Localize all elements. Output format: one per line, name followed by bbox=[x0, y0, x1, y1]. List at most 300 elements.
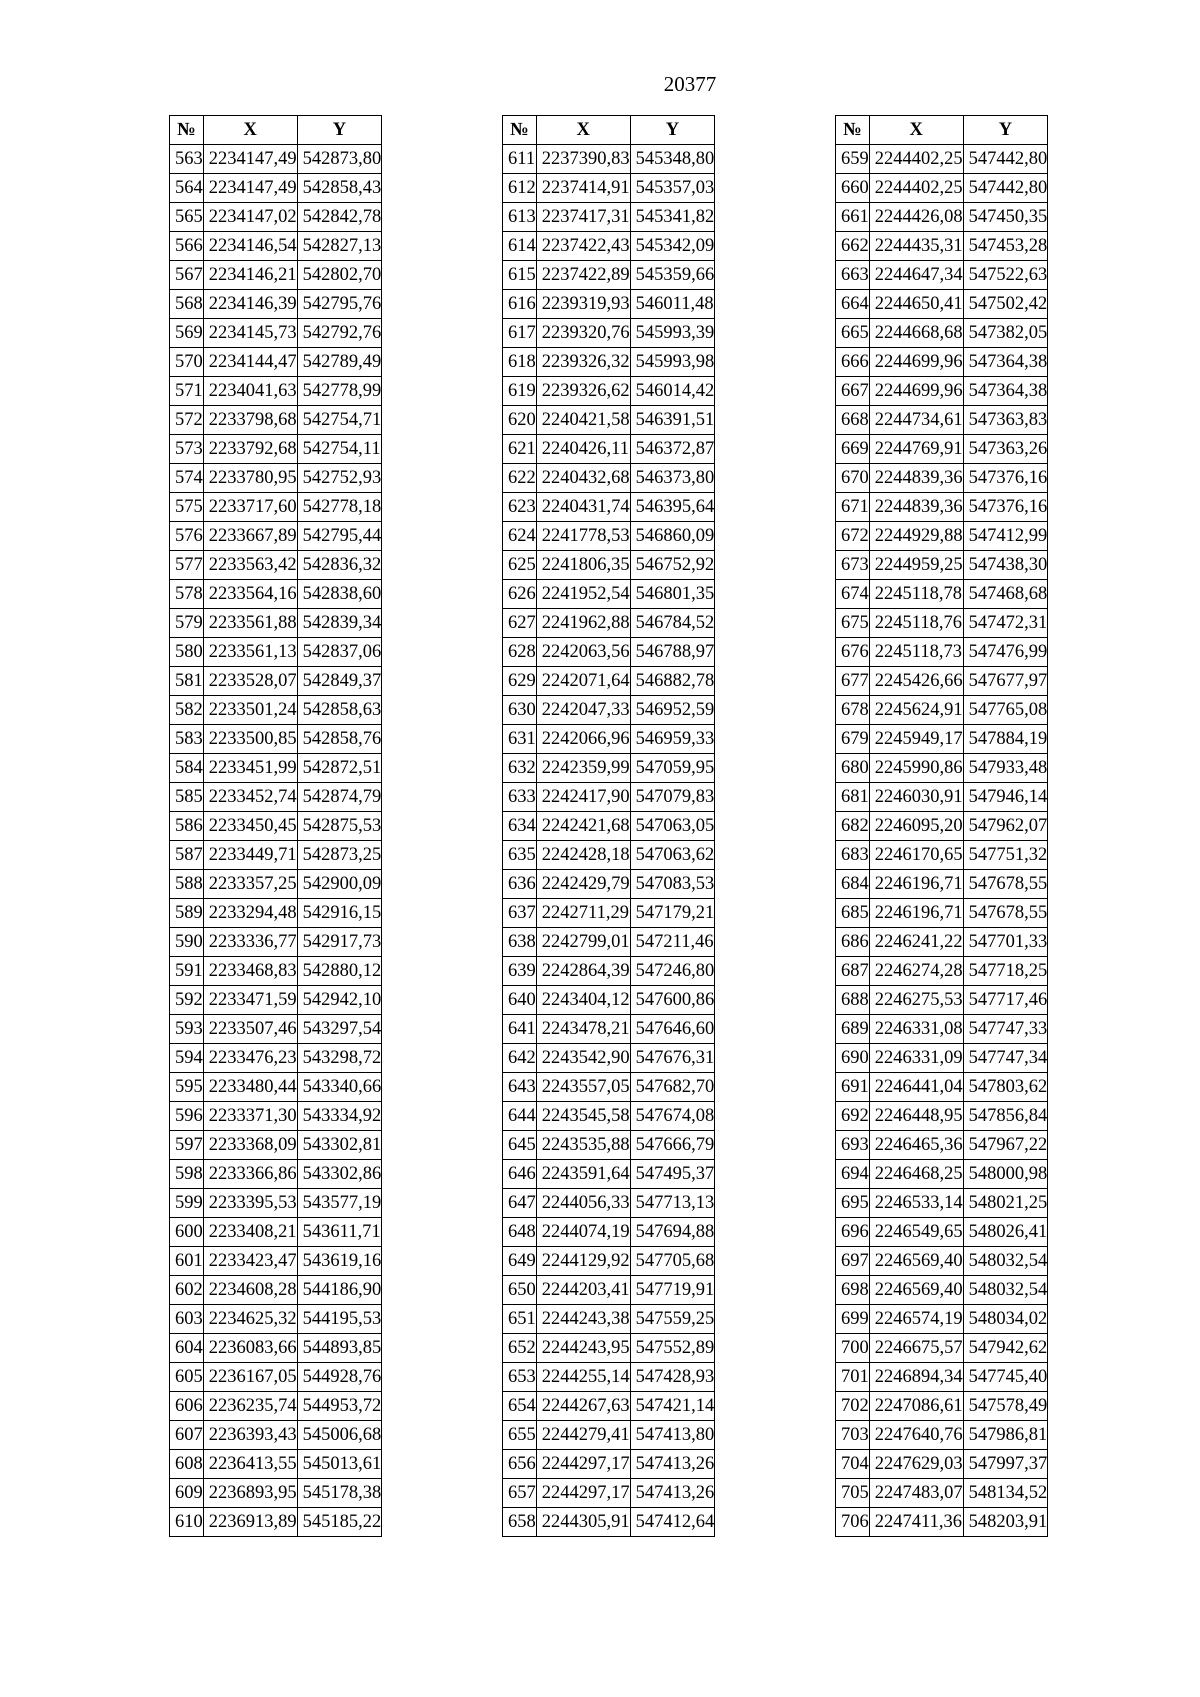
x-coordinate-cell: 2246095,20 bbox=[869, 812, 963, 841]
point-number-cell: 664 bbox=[836, 290, 870, 319]
y-coordinate-cell: 542873,80 bbox=[297, 145, 382, 174]
table-row bbox=[503, 638, 715, 667]
x-coordinate-cell: 2237417,31 bbox=[536, 203, 630, 232]
y-coordinate-cell: 547678,55 bbox=[963, 870, 1048, 899]
x-coordinate-cell: 2246274,28 bbox=[869, 957, 963, 986]
y-coordinate-cell: 547747,33 bbox=[963, 1015, 1048, 1044]
point-number-cell: 705 bbox=[836, 1479, 870, 1508]
point-number-cell: 657 bbox=[503, 1479, 537, 1508]
table-row bbox=[503, 261, 715, 290]
point-number-cell: 605 bbox=[170, 1363, 204, 1392]
x-coordinate-cell: 2244699,96 bbox=[869, 377, 963, 406]
x-coordinate-cell: 2244243,38 bbox=[536, 1305, 630, 1334]
point-number-cell: 695 bbox=[836, 1189, 870, 1218]
point-number-cell: 696 bbox=[836, 1218, 870, 1247]
x-coordinate-cell: 2233564,16 bbox=[203, 580, 297, 609]
point-number-cell: 688 bbox=[836, 986, 870, 1015]
y-coordinate-cell: 542873,25 bbox=[297, 841, 382, 870]
y-coordinate-cell: 542874,79 bbox=[297, 783, 382, 812]
point-number-cell: 624 bbox=[503, 522, 537, 551]
table-row bbox=[503, 1247, 715, 1276]
table-row bbox=[170, 1508, 382, 1537]
point-number-cell: 564 bbox=[170, 174, 204, 203]
y-coordinate-cell: 545185,22 bbox=[297, 1508, 382, 1537]
y-coordinate-cell: 546372,87 bbox=[630, 435, 715, 464]
x-coordinate-cell: 2244279,41 bbox=[536, 1421, 630, 1450]
x-coordinate-cell: 2241952,54 bbox=[536, 580, 630, 609]
x-coordinate-cell: 2242799,01 bbox=[536, 928, 630, 957]
x-coordinate-cell: 2241962,88 bbox=[536, 609, 630, 638]
x-coordinate-cell: 2244929,88 bbox=[869, 522, 963, 551]
y-coordinate-cell: 548203,91 bbox=[963, 1508, 1048, 1537]
table-row bbox=[503, 1450, 715, 1479]
y-coordinate-cell: 547705,68 bbox=[630, 1247, 715, 1276]
table-row bbox=[503, 435, 715, 464]
table-row bbox=[170, 1015, 382, 1044]
point-number-cell: 586 bbox=[170, 812, 204, 841]
x-coordinate-cell: 2244699,96 bbox=[869, 348, 963, 377]
x-coordinate-cell: 2236893,95 bbox=[203, 1479, 297, 1508]
y-coordinate-cell: 544928,76 bbox=[297, 1363, 382, 1392]
table-row bbox=[170, 1102, 382, 1131]
x-coordinate-cell: 2247640,76 bbox=[869, 1421, 963, 1450]
y-coordinate-cell: 545993,98 bbox=[630, 348, 715, 377]
x-coordinate-cell: 2233336,77 bbox=[203, 928, 297, 957]
table-row bbox=[170, 1450, 382, 1479]
table-row bbox=[836, 1450, 1048, 1479]
point-number-cell: 591 bbox=[170, 957, 204, 986]
point-number-cell: 693 bbox=[836, 1131, 870, 1160]
x-coordinate-cell: 2233451,99 bbox=[203, 754, 297, 783]
table-row bbox=[836, 986, 1048, 1015]
table-row bbox=[836, 754, 1048, 783]
y-coordinate-cell: 547472,31 bbox=[963, 609, 1048, 638]
table-row bbox=[170, 174, 382, 203]
x-coordinate-cell: 2237422,89 bbox=[536, 261, 630, 290]
x-coordinate-cell: 2246569,40 bbox=[869, 1276, 963, 1305]
point-number-cell: 675 bbox=[836, 609, 870, 638]
y-coordinate-cell: 544953,72 bbox=[297, 1392, 382, 1421]
table-row bbox=[170, 1160, 382, 1189]
table-row bbox=[503, 609, 715, 638]
x-coordinate-cell: 2246275,53 bbox=[869, 986, 963, 1015]
x-coordinate-cell: 2247411,36 bbox=[869, 1508, 963, 1537]
table-row bbox=[170, 319, 382, 348]
x-coordinate-cell: 2244129,92 bbox=[536, 1247, 630, 1276]
y-coordinate-cell: 547442,80 bbox=[963, 145, 1048, 174]
x-coordinate-cell: 2247629,03 bbox=[869, 1450, 963, 1479]
point-number-cell: 677 bbox=[836, 667, 870, 696]
y-coordinate-cell: 542858,63 bbox=[297, 696, 382, 725]
x-coordinate-cell: 2240426,11 bbox=[536, 435, 630, 464]
point-number-cell: 691 bbox=[836, 1073, 870, 1102]
table-row bbox=[503, 1015, 715, 1044]
y-coordinate-cell: 546788,97 bbox=[630, 638, 715, 667]
point-number-cell: 679 bbox=[836, 725, 870, 754]
point-number-cell: 655 bbox=[503, 1421, 537, 1450]
point-number-cell: 627 bbox=[503, 609, 537, 638]
point-number-cell: 653 bbox=[503, 1363, 537, 1392]
y-coordinate-cell: 542792,76 bbox=[297, 319, 382, 348]
x-coordinate-cell: 2233798,68 bbox=[203, 406, 297, 435]
x-coordinate-cell: 2244056,33 bbox=[536, 1189, 630, 1218]
x-coordinate-cell: 2241778,53 bbox=[536, 522, 630, 551]
table-row bbox=[170, 406, 382, 435]
table-row bbox=[836, 493, 1048, 522]
point-number-cell: 607 bbox=[170, 1421, 204, 1450]
point-number-cell: 704 bbox=[836, 1450, 870, 1479]
x-coordinate-cell: 2233423,47 bbox=[203, 1247, 297, 1276]
x-coordinate-cell: 2242071,64 bbox=[536, 667, 630, 696]
y-coordinate-cell: 548000,98 bbox=[963, 1160, 1048, 1189]
table-row bbox=[170, 928, 382, 957]
table-row bbox=[170, 1189, 382, 1218]
point-number-cell: 646 bbox=[503, 1160, 537, 1189]
table-row bbox=[836, 348, 1048, 377]
point-number-cell: 622 bbox=[503, 464, 537, 493]
table-row bbox=[836, 1073, 1048, 1102]
x-coordinate-cell: 2245118,78 bbox=[869, 580, 963, 609]
table-row bbox=[836, 667, 1048, 696]
x-coordinate-cell: 2244074,19 bbox=[536, 1218, 630, 1247]
table-row bbox=[836, 812, 1048, 841]
table-row bbox=[503, 1218, 715, 1247]
table-row bbox=[836, 464, 1048, 493]
point-number-cell: 597 bbox=[170, 1131, 204, 1160]
table-row bbox=[503, 1044, 715, 1073]
y-coordinate-cell: 543340,66 bbox=[297, 1073, 382, 1102]
point-number-cell: 660 bbox=[836, 174, 870, 203]
point-number-cell: 568 bbox=[170, 290, 204, 319]
y-coordinate-cell: 545013,61 bbox=[297, 1450, 382, 1479]
y-coordinate-cell: 547376,16 bbox=[963, 493, 1048, 522]
y-coordinate-cell: 547856,84 bbox=[963, 1102, 1048, 1131]
table-row bbox=[836, 1479, 1048, 1508]
x-coordinate-cell: 2246196,71 bbox=[869, 870, 963, 899]
x-coordinate-cell: 2246331,08 bbox=[869, 1015, 963, 1044]
point-number-cell: 566 bbox=[170, 232, 204, 261]
y-coordinate-cell: 545341,82 bbox=[630, 203, 715, 232]
point-number-cell: 576 bbox=[170, 522, 204, 551]
y-coordinate-cell: 547946,14 bbox=[963, 783, 1048, 812]
table-row bbox=[170, 638, 382, 667]
y-coordinate-cell: 547967,22 bbox=[963, 1131, 1048, 1160]
table-row bbox=[503, 1160, 715, 1189]
point-number-cell: 588 bbox=[170, 870, 204, 899]
x-coordinate-cell: 2244769,91 bbox=[869, 435, 963, 464]
x-coordinate-cell: 2240431,74 bbox=[536, 493, 630, 522]
table-row bbox=[503, 1508, 715, 1537]
point-number-cell: 611 bbox=[503, 145, 537, 174]
x-coordinate-cell: 2242711,29 bbox=[536, 899, 630, 928]
x-coordinate-cell: 2244959,25 bbox=[869, 551, 963, 580]
y-coordinate-cell: 542849,37 bbox=[297, 667, 382, 696]
point-number-cell: 596 bbox=[170, 1102, 204, 1131]
table-row bbox=[836, 406, 1048, 435]
table-row bbox=[170, 841, 382, 870]
point-number-cell: 637 bbox=[503, 899, 537, 928]
x-coordinate-cell: 2233371,30 bbox=[203, 1102, 297, 1131]
point-number-cell: 602 bbox=[170, 1276, 204, 1305]
table-row bbox=[836, 1160, 1048, 1189]
table-row bbox=[836, 145, 1048, 174]
table-row bbox=[836, 899, 1048, 928]
y-coordinate-cell: 542754,11 bbox=[297, 435, 382, 464]
y-coordinate-cell: 542839,34 bbox=[297, 609, 382, 638]
x-coordinate-cell: 2246331,09 bbox=[869, 1044, 963, 1073]
point-number-cell: 678 bbox=[836, 696, 870, 725]
x-coordinate-cell: 2233450,45 bbox=[203, 812, 297, 841]
x-coordinate-cell: 2243535,88 bbox=[536, 1131, 630, 1160]
point-number-cell: 574 bbox=[170, 464, 204, 493]
table-row bbox=[503, 1334, 715, 1363]
table-row bbox=[836, 551, 1048, 580]
y-coordinate-cell: 547751,32 bbox=[963, 841, 1048, 870]
x-coordinate-cell: 2233507,46 bbox=[203, 1015, 297, 1044]
table-row bbox=[836, 1363, 1048, 1392]
y-coordinate-cell: 547442,80 bbox=[963, 174, 1048, 203]
table-row bbox=[170, 725, 382, 754]
table-row bbox=[170, 1421, 382, 1450]
y-coordinate-cell: 543334,92 bbox=[297, 1102, 382, 1131]
y-coordinate-cell: 547694,88 bbox=[630, 1218, 715, 1247]
x-coordinate-cell: 2242428,18 bbox=[536, 841, 630, 870]
x-coordinate-cell: 2233476,23 bbox=[203, 1044, 297, 1073]
x-coordinate-cell: 2244243,95 bbox=[536, 1334, 630, 1363]
point-number-cell: 644 bbox=[503, 1102, 537, 1131]
x-coordinate-cell: 2233468,83 bbox=[203, 957, 297, 986]
point-number-cell: 689 bbox=[836, 1015, 870, 1044]
header-x: X bbox=[869, 116, 963, 145]
table-row bbox=[836, 1276, 1048, 1305]
x-coordinate-cell: 2243404,12 bbox=[536, 986, 630, 1015]
x-coordinate-cell: 2233667,89 bbox=[203, 522, 297, 551]
table-row bbox=[503, 1131, 715, 1160]
y-coordinate-cell: 547719,91 bbox=[630, 1276, 715, 1305]
y-coordinate-cell: 546959,33 bbox=[630, 725, 715, 754]
point-number-cell: 652 bbox=[503, 1334, 537, 1363]
y-coordinate-cell: 542778,99 bbox=[297, 377, 382, 406]
x-coordinate-cell: 2233792,68 bbox=[203, 435, 297, 464]
y-coordinate-cell: 547476,99 bbox=[963, 638, 1048, 667]
point-number-cell: 662 bbox=[836, 232, 870, 261]
x-coordinate-cell: 2245624,91 bbox=[869, 696, 963, 725]
point-number-cell: 577 bbox=[170, 551, 204, 580]
y-coordinate-cell: 547083,53 bbox=[630, 870, 715, 899]
x-coordinate-cell: 2234147,49 bbox=[203, 174, 297, 203]
x-coordinate-cell: 2233408,21 bbox=[203, 1218, 297, 1247]
x-coordinate-cell: 2234144,47 bbox=[203, 348, 297, 377]
table-row bbox=[170, 754, 382, 783]
header-number: № bbox=[170, 116, 204, 145]
table-row bbox=[503, 1421, 715, 1450]
y-coordinate-cell: 547666,79 bbox=[630, 1131, 715, 1160]
y-coordinate-cell: 542789,49 bbox=[297, 348, 382, 377]
x-coordinate-cell: 2233561,13 bbox=[203, 638, 297, 667]
table-row bbox=[836, 609, 1048, 638]
point-number-cell: 684 bbox=[836, 870, 870, 899]
table-row bbox=[836, 957, 1048, 986]
y-coordinate-cell: 547063,05 bbox=[630, 812, 715, 841]
point-number-cell: 590 bbox=[170, 928, 204, 957]
y-coordinate-cell: 547421,14 bbox=[630, 1392, 715, 1421]
table-row bbox=[170, 493, 382, 522]
table-row bbox=[503, 667, 715, 696]
x-coordinate-cell: 2242417,90 bbox=[536, 783, 630, 812]
y-coordinate-cell: 547747,34 bbox=[963, 1044, 1048, 1073]
y-coordinate-cell: 547363,83 bbox=[963, 406, 1048, 435]
y-coordinate-cell: 547382,05 bbox=[963, 319, 1048, 348]
point-number-cell: 631 bbox=[503, 725, 537, 754]
table-row bbox=[503, 899, 715, 928]
y-coordinate-cell: 547884,19 bbox=[963, 725, 1048, 754]
point-number-cell: 625 bbox=[503, 551, 537, 580]
point-number-cell: 687 bbox=[836, 957, 870, 986]
table-row bbox=[170, 870, 382, 899]
y-coordinate-cell: 546882,78 bbox=[630, 667, 715, 696]
y-coordinate-cell: 547211,46 bbox=[630, 928, 715, 957]
y-coordinate-cell: 542778,18 bbox=[297, 493, 382, 522]
table-row bbox=[836, 928, 1048, 957]
x-coordinate-cell: 2245426,66 bbox=[869, 667, 963, 696]
table-row bbox=[503, 1276, 715, 1305]
table-row bbox=[836, 1508, 1048, 1537]
table-row bbox=[503, 1073, 715, 1102]
table-row bbox=[836, 783, 1048, 812]
x-coordinate-cell: 2243545,58 bbox=[536, 1102, 630, 1131]
y-coordinate-cell: 547717,46 bbox=[963, 986, 1048, 1015]
point-number-cell: 599 bbox=[170, 1189, 204, 1218]
x-coordinate-cell: 2244297,17 bbox=[536, 1450, 630, 1479]
point-number-cell: 663 bbox=[836, 261, 870, 290]
point-number-cell: 583 bbox=[170, 725, 204, 754]
point-number-cell: 650 bbox=[503, 1276, 537, 1305]
point-number-cell: 570 bbox=[170, 348, 204, 377]
table-row bbox=[170, 1073, 382, 1102]
table-row bbox=[170, 203, 382, 232]
point-number-cell: 587 bbox=[170, 841, 204, 870]
point-number-cell: 600 bbox=[170, 1218, 204, 1247]
point-number-cell: 610 bbox=[170, 1508, 204, 1537]
point-number-cell: 685 bbox=[836, 899, 870, 928]
y-coordinate-cell: 547502,42 bbox=[963, 290, 1048, 319]
header-y: Y bbox=[630, 116, 715, 145]
x-coordinate-cell: 2233395,53 bbox=[203, 1189, 297, 1218]
table-row bbox=[836, 725, 1048, 754]
table-row bbox=[836, 1102, 1048, 1131]
table-row bbox=[503, 522, 715, 551]
point-number-cell: 573 bbox=[170, 435, 204, 464]
point-number-cell: 686 bbox=[836, 928, 870, 957]
point-number-cell: 617 bbox=[503, 319, 537, 348]
y-coordinate-cell: 547450,35 bbox=[963, 203, 1048, 232]
point-number-cell: 697 bbox=[836, 1247, 870, 1276]
y-coordinate-cell: 547412,64 bbox=[630, 1508, 715, 1537]
table-row bbox=[503, 812, 715, 841]
header-number: № bbox=[503, 116, 537, 145]
x-coordinate-cell: 2233366,86 bbox=[203, 1160, 297, 1189]
table-row bbox=[170, 696, 382, 725]
table-row bbox=[170, 986, 382, 1015]
table-row bbox=[503, 725, 715, 754]
x-coordinate-cell: 2246196,71 bbox=[869, 899, 963, 928]
point-number-cell: 700 bbox=[836, 1334, 870, 1363]
x-coordinate-cell: 2244435,31 bbox=[869, 232, 963, 261]
table-row bbox=[170, 1363, 382, 1392]
x-coordinate-cell: 2242047,33 bbox=[536, 696, 630, 725]
y-coordinate-cell: 542916,15 bbox=[297, 899, 382, 928]
table-row bbox=[503, 203, 715, 232]
table-row bbox=[170, 435, 382, 464]
point-number-cell: 598 bbox=[170, 1160, 204, 1189]
y-coordinate-cell: 547412,99 bbox=[963, 522, 1048, 551]
point-number-cell: 585 bbox=[170, 783, 204, 812]
y-coordinate-cell: 546752,92 bbox=[630, 551, 715, 580]
table-row bbox=[503, 464, 715, 493]
point-number-cell: 565 bbox=[170, 203, 204, 232]
table-row bbox=[503, 957, 715, 986]
point-number-cell: 666 bbox=[836, 348, 870, 377]
y-coordinate-cell: 543302,86 bbox=[297, 1160, 382, 1189]
table-row bbox=[170, 1218, 382, 1247]
x-coordinate-cell: 2237390,83 bbox=[536, 145, 630, 174]
y-coordinate-cell: 542858,76 bbox=[297, 725, 382, 754]
table-row bbox=[170, 522, 382, 551]
point-number-cell: 699 bbox=[836, 1305, 870, 1334]
point-number-cell: 692 bbox=[836, 1102, 870, 1131]
point-number-cell: 674 bbox=[836, 580, 870, 609]
table-row bbox=[503, 783, 715, 812]
point-number-cell: 654 bbox=[503, 1392, 537, 1421]
x-coordinate-cell: 2236393,43 bbox=[203, 1421, 297, 1450]
x-coordinate-cell: 2244297,17 bbox=[536, 1479, 630, 1508]
x-coordinate-cell: 2244402,25 bbox=[869, 145, 963, 174]
y-coordinate-cell: 547438,30 bbox=[963, 551, 1048, 580]
table-row bbox=[836, 638, 1048, 667]
y-coordinate-cell: 547646,60 bbox=[630, 1015, 715, 1044]
table-row bbox=[836, 1305, 1048, 1334]
point-number-cell: 643 bbox=[503, 1073, 537, 1102]
y-coordinate-cell: 547364,38 bbox=[963, 377, 1048, 406]
x-coordinate-cell: 2244734,61 bbox=[869, 406, 963, 435]
x-coordinate-cell: 2242429,79 bbox=[536, 870, 630, 899]
y-coordinate-cell: 547674,08 bbox=[630, 1102, 715, 1131]
point-number-cell: 572 bbox=[170, 406, 204, 435]
table-row bbox=[503, 493, 715, 522]
table-row bbox=[836, 580, 1048, 609]
point-number-cell: 659 bbox=[836, 145, 870, 174]
table-row bbox=[170, 957, 382, 986]
y-coordinate-cell: 547363,26 bbox=[963, 435, 1048, 464]
point-number-cell: 683 bbox=[836, 841, 870, 870]
x-coordinate-cell: 2234146,39 bbox=[203, 290, 297, 319]
point-number-cell: 589 bbox=[170, 899, 204, 928]
point-number-cell: 618 bbox=[503, 348, 537, 377]
point-number-cell: 595 bbox=[170, 1073, 204, 1102]
point-number-cell: 594 bbox=[170, 1044, 204, 1073]
y-coordinate-cell: 547552,89 bbox=[630, 1334, 715, 1363]
x-coordinate-cell: 2246549,65 bbox=[869, 1218, 963, 1247]
y-coordinate-cell: 544186,90 bbox=[297, 1276, 382, 1305]
x-coordinate-cell: 2233561,88 bbox=[203, 609, 297, 638]
point-number-cell: 616 bbox=[503, 290, 537, 319]
y-coordinate-cell: 547962,07 bbox=[963, 812, 1048, 841]
point-number-cell: 647 bbox=[503, 1189, 537, 1218]
table-row bbox=[170, 667, 382, 696]
y-coordinate-cell: 542754,71 bbox=[297, 406, 382, 435]
x-coordinate-cell: 2246574,19 bbox=[869, 1305, 963, 1334]
table-row bbox=[503, 870, 715, 899]
